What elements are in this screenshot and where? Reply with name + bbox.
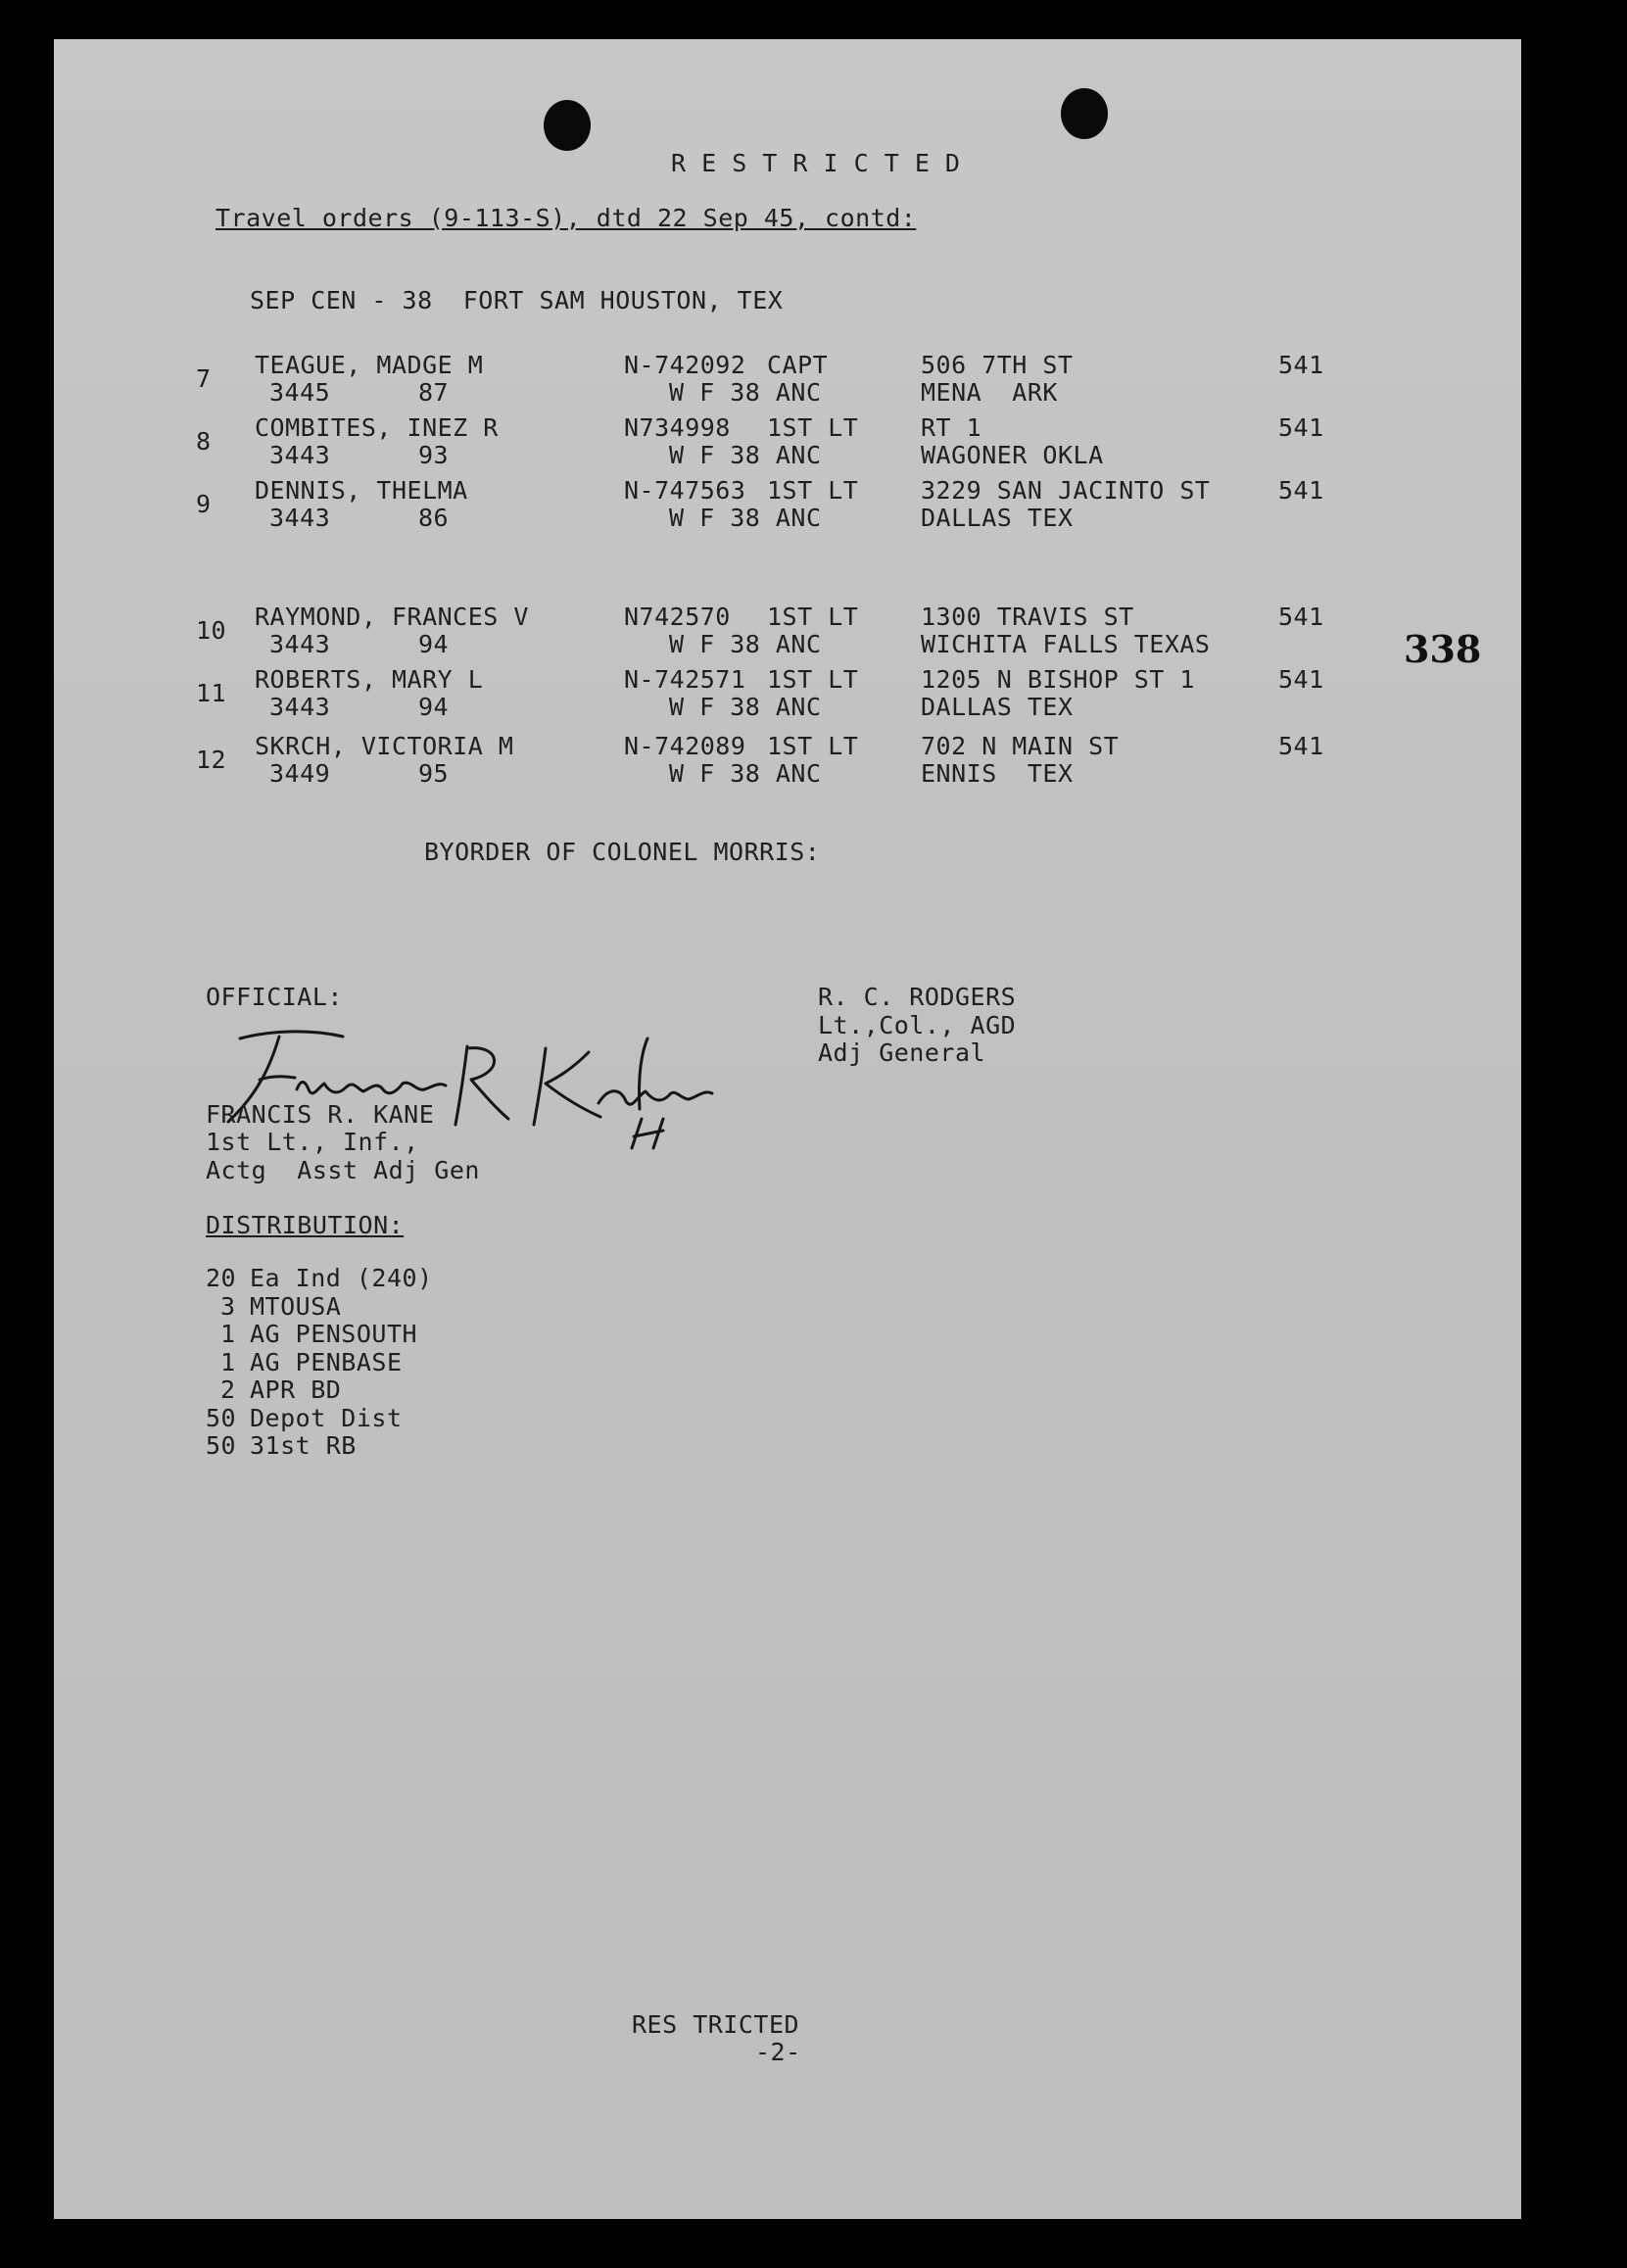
entry-score: 94 xyxy=(418,693,450,721)
punch-hole-left xyxy=(544,100,591,151)
entry-rank: 1ST LT xyxy=(767,413,859,442)
signer-title: Adj General xyxy=(818,1038,986,1067)
distribution-label: DISTRIBUTION: xyxy=(206,1211,405,1239)
entry-unit: W F 38 ANC xyxy=(669,630,822,658)
signer-name: R. C. RODGERS xyxy=(818,983,1017,1011)
entry-score: 86 xyxy=(418,504,450,532)
entry-score: 87 xyxy=(418,378,450,407)
entry-value: 541 xyxy=(1278,665,1324,694)
distribution-qty: 2 xyxy=(220,1375,236,1404)
entry-name: RAYMOND, FRANCES V xyxy=(255,603,529,631)
entry-unit: W F 38 ANC xyxy=(669,759,822,788)
official-rank: 1st Lt., Inf., xyxy=(206,1128,419,1156)
entry-name: SKRCH, VICTORIA M xyxy=(255,732,514,760)
entry-unit: W F 38 ANC xyxy=(669,441,822,469)
entry-name: ROBERTS, MARY L xyxy=(255,665,484,694)
distribution-qty: 50 xyxy=(206,1431,237,1460)
signer-rank: Lt.,Col., AGD xyxy=(818,1011,1017,1039)
entry-city: WAGONER OKLA xyxy=(921,441,1104,469)
entry-rank: CAPT xyxy=(767,351,829,379)
entry-name: COMBITES, INEZ R xyxy=(255,413,499,442)
distribution-recipient: 31st RB xyxy=(250,1431,357,1460)
document-page xyxy=(54,39,1521,2219)
entry-score: 93 xyxy=(418,441,450,469)
entry-code: 3443 xyxy=(269,693,331,721)
distribution-qty: 50 xyxy=(206,1403,237,1432)
entry-name: DENNIS, THELMA xyxy=(255,476,468,505)
entry-number: 10 xyxy=(196,616,227,645)
entry-address: RT 1 xyxy=(921,413,982,442)
distribution-recipient: APR BD xyxy=(250,1375,342,1404)
entry-unit: W F 38 ANC xyxy=(669,378,822,407)
entry-unit: W F 38 ANC xyxy=(669,504,822,532)
distribution-recipient: Ea Ind (240) xyxy=(250,1264,433,1292)
entry-number: 9 xyxy=(196,490,212,518)
sep-cen-line: SEP CEN - 38 FORT SAM HOUSTON, TEX xyxy=(250,286,784,314)
entry-value: 541 xyxy=(1278,603,1324,631)
entry-city: DALLAS TEX xyxy=(921,693,1074,721)
distribution-recipient: MTOUSA xyxy=(250,1291,342,1321)
entry-unit: W F 38 ANC xyxy=(669,693,822,721)
page-stamp: 338 xyxy=(1404,627,1482,671)
official-name: FRANCIS R. KANE xyxy=(206,1100,435,1129)
entry-code: 3449 xyxy=(269,759,331,788)
punch-hole-right xyxy=(1061,88,1108,139)
distribution-qty: 20 xyxy=(206,1264,237,1292)
entry-city: WICHITA FALLS TEXAS xyxy=(921,630,1211,658)
entry-serial: N-742092 xyxy=(624,351,746,379)
entry-address: 1300 TRAVIS ST xyxy=(921,603,1134,631)
entry-score: 95 xyxy=(418,759,450,788)
entry-number: 7 xyxy=(196,364,212,393)
entry-city: DALLAS TEX xyxy=(921,504,1074,532)
entry-serial: N-742089 xyxy=(624,732,746,760)
entry-code: 3445 xyxy=(269,378,331,407)
entry-code: 3443 xyxy=(269,441,331,469)
entry-score: 94 xyxy=(418,630,450,658)
entry-value: 541 xyxy=(1278,476,1324,505)
entry-address: 702 N MAIN ST xyxy=(921,732,1120,760)
official-title: Actg Asst Adj Gen xyxy=(206,1156,480,1184)
travel-orders-line: Travel orders (9-113-S), dtd 22 Sep 45, contd: xyxy=(215,204,917,232)
entry-serial: N734998 xyxy=(624,413,731,442)
entry-code: 3443 xyxy=(269,504,331,532)
entry-value: 541 xyxy=(1278,732,1324,760)
entry-city: ENNIS TEX xyxy=(921,759,1074,788)
entry-number: 8 xyxy=(196,427,212,456)
distribution-recipient: AG PENBASE xyxy=(250,1347,403,1376)
page-number: -2- xyxy=(755,2038,801,2066)
distribution-recipient: Depot Dist xyxy=(250,1403,403,1432)
restricted-header: R E S T R I C T E D xyxy=(671,149,961,177)
entry-rank: 1ST LT xyxy=(767,665,859,694)
entry-serial: N742570 xyxy=(624,603,731,631)
entry-number: 11 xyxy=(196,679,227,707)
entry-serial: N-742571 xyxy=(624,665,746,694)
restricted-footer: RES TRICTED xyxy=(632,2010,800,2039)
entry-value: 541 xyxy=(1278,351,1324,379)
distribution-qty: 3 xyxy=(220,1291,236,1321)
distribution-qty: 1 xyxy=(220,1320,236,1348)
distribution-recipient: AG PENSOUTH xyxy=(250,1320,418,1348)
entry-address: 506 7TH ST xyxy=(921,351,1074,379)
entry-rank: 1ST LT xyxy=(767,732,859,760)
official-label: OFFICIAL: xyxy=(206,983,343,1011)
entry-number: 12 xyxy=(196,746,227,774)
entry-rank: 1ST LT xyxy=(767,476,859,505)
entry-code: 3443 xyxy=(269,630,331,658)
entry-serial: N-747563 xyxy=(624,476,746,505)
entry-city: MENA ARK xyxy=(921,378,1058,407)
entry-rank: 1ST LT xyxy=(767,603,859,631)
entry-address: 3229 SAN JACINTO ST xyxy=(921,476,1211,505)
entry-address: 1205 N BISHOP ST 1 xyxy=(921,665,1195,694)
by-order-line: BYORDER OF COLONEL MORRIS: xyxy=(424,838,821,866)
distribution-qty: 1 xyxy=(220,1347,236,1376)
entry-value: 541 xyxy=(1278,413,1324,442)
entry-name: TEAGUE, MADGE M xyxy=(255,351,484,379)
